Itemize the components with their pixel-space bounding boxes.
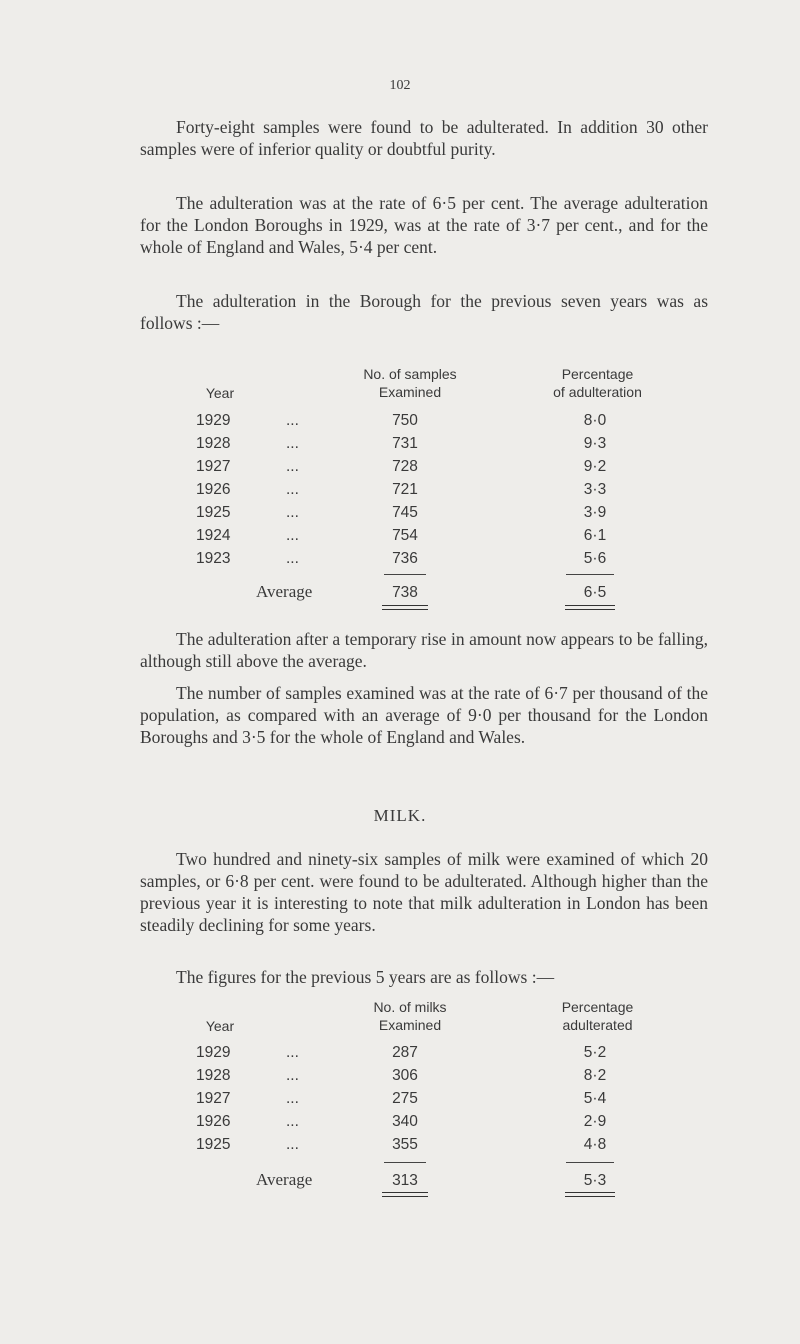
year-cell: 1928 [196,435,231,452]
paragraph-milk-samples: Two hundred and ninety-six samples of milk were examined of which 20 samples, or 6·8 per cent. were found to be adulterated. Although higher than the previous year it is interesting to note that milk adulteration in London has been steadily declining for some years. [140,849,708,935]
percentage-cell: 4·8 [583,1136,607,1153]
samples-cell: 745 [392,504,418,521]
table-header-percentage-line1: Percentage [561,366,634,382]
year-cell: 1929 [196,412,231,429]
page-number: 102 [389,78,411,93]
average-percentage: 5·3 [583,1172,607,1189]
year-cell: 1925 [196,1136,231,1153]
paragraph-five-years-intro: The figures for the previous 5 years are as follows :— [176,967,555,987]
table-header-samples-line2: Examined [378,384,442,400]
average-milks: 313 [392,1172,418,1189]
year-cell: 1928 [196,1067,231,1084]
paragraph-seven-years-intro: The adulteration in the Borough for the previous seven years was as follows :— [140,291,708,333]
double-rule [565,605,615,610]
total-rule [384,574,426,575]
milks-cell: 306 [392,1067,418,1084]
milk-heading: MILK. [373,806,427,825]
percentage-cell: 5·4 [583,1090,607,1107]
milks-cell: 287 [392,1044,418,1061]
leader-dots: ... [286,1044,299,1061]
leader-dots: ... [286,481,299,498]
percentage-cell: 8·0 [583,412,607,429]
samples-cell: 721 [392,481,418,498]
milks-cell: 275 [392,1090,418,1107]
year-cell: 1926 [196,481,231,498]
table-header-year: Year [205,1018,235,1034]
percentage-cell: 2·9 [583,1113,607,1130]
percentage-cell: 8·2 [583,1067,607,1084]
percentage-cell: 3·3 [583,481,607,498]
milks-cell: 355 [392,1136,418,1153]
samples-cell: 754 [392,527,418,544]
leader-dots: ... [286,1090,299,1107]
year-cell: 1924 [196,527,231,544]
table-header-percentage-line1: Percentage [561,999,634,1015]
samples-cell: 736 [392,550,418,567]
paragraph-samples-rate: The number of samples examined was at the rate of 6·7 per thousand of the population, as compared with an average of 9·0 per thousand for the London Boroughs and 3·5 for the whole of England and Wales. [140,683,708,747]
samples-cell: 728 [392,458,418,475]
year-cell: 1925 [196,504,231,521]
average-label: Average [256,582,313,601]
leader-dots: ... [286,504,299,521]
table-header-milks-line1: No. of milks [373,999,447,1015]
samples-cell: 750 [392,412,418,429]
paragraph-adulteration-rate: The adulteration was at the rate of 6·5 per cent. The average adulteration for the London Boroughs in 1929, was at the rate of 3·7 per cent., and for the whole of England and Wales, 5·4 per cent. [140,193,708,257]
percentage-cell: 5·6 [583,550,607,567]
percentage-cell: 9·3 [583,435,607,452]
percentage-cell: 5·2 [583,1044,607,1061]
double-rule [382,1192,428,1197]
year-cell: 1929 [196,1044,231,1061]
year-cell: 1927 [196,1090,231,1107]
leader-dots: ... [286,412,299,429]
double-rule [382,605,428,610]
year-cell: 1927 [196,458,231,475]
table-header-milks-line2: Examined [378,1017,442,1033]
leader-dots: ... [286,1067,299,1084]
total-rule [566,574,614,575]
paragraph-adulterated-samples: Forty-eight samples were found to be adulterated. In addition 30 other samples were of inferior quality or doubtful purity. [140,117,708,159]
milks-cell: 340 [392,1113,418,1130]
leader-dots: ... [286,458,299,475]
percentage-cell: 3·9 [583,504,607,521]
table-header-percentage-line2: of adulteration [553,384,642,400]
year-cell: 1926 [196,1113,231,1130]
leader-dots: ... [286,527,299,544]
average-percentage: 6·5 [583,584,607,601]
percentage-cell: 6·1 [583,527,607,544]
table-header-year: Year [205,385,235,401]
percentage-cell: 9·2 [583,458,607,475]
leader-dots: ... [286,1113,299,1130]
year-cell: 1923 [196,550,231,567]
table-header-samples-line1: No. of samples [363,366,457,382]
leader-dots: ... [286,550,299,567]
total-rule [384,1162,426,1163]
leader-dots: ... [286,435,299,452]
samples-cell: 731 [392,435,418,452]
total-rule [566,1162,614,1163]
average-label: Average [256,1170,313,1189]
leader-dots: ... [286,1136,299,1153]
double-rule [565,1192,615,1197]
table-header-percentage-line2: adulterated [562,1017,633,1033]
paragraph-adulteration-trend: The adulteration after a temporary rise in amount now appears to be falling, although still above the average. [140,629,708,671]
average-samples: 738 [392,584,418,601]
